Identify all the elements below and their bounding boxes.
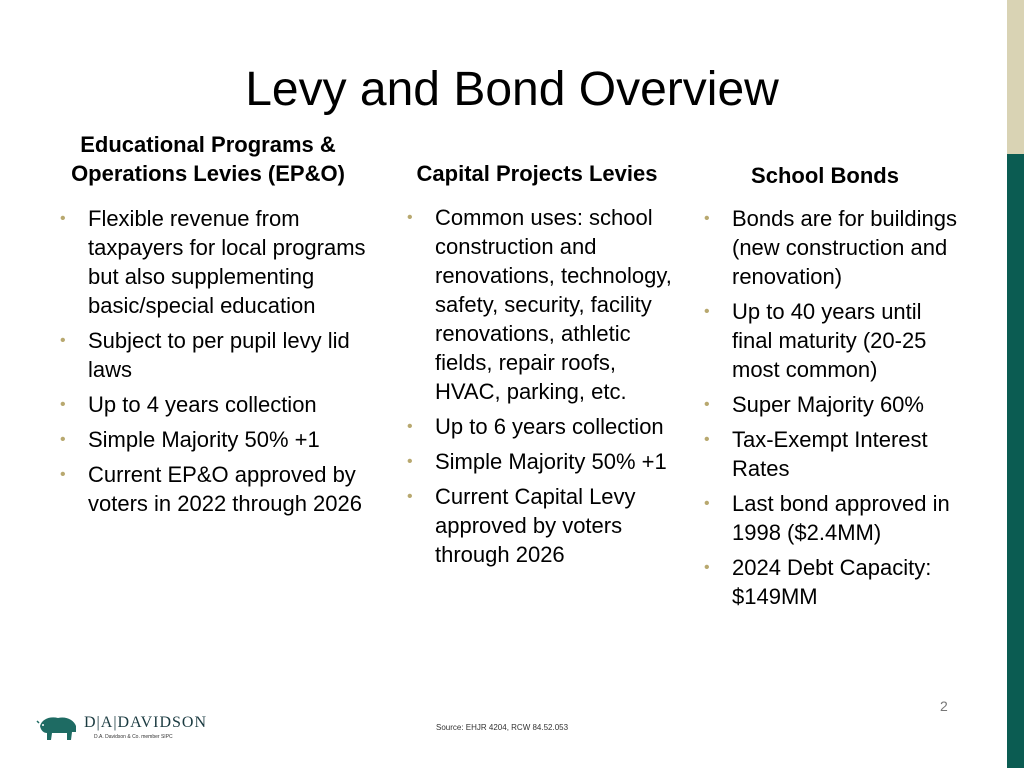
bullet-icon: • [60, 396, 66, 413]
list-item-text: Up to 4 years collection [88, 392, 317, 417]
column-heading-epo [40, 130, 376, 188]
list-item [405, 203, 675, 406]
list-item [58, 390, 378, 419]
list-item [58, 425, 378, 454]
column-bonds [702, 204, 964, 617]
list-item [702, 390, 964, 419]
list-item-text: 2024 Debt Capacity: $149MM [732, 555, 932, 609]
bullet-icon: • [704, 303, 710, 320]
list-item-text: Up to 6 years collection [435, 414, 664, 439]
bullet-icon: • [704, 495, 710, 512]
logo-subtitle: D.A. Davidson & Co. member SIPC [94, 734, 173, 740]
list-item [405, 482, 675, 569]
list-item [702, 425, 964, 483]
page-number: 2 [940, 698, 948, 714]
column-capital [405, 203, 675, 575]
list-item-text: Bonds are for buildings (new construction and renovation) [732, 206, 958, 289]
list-item-text: Super Majority 60% [732, 392, 924, 417]
list-item-text: Simple Majority 50% +1 [88, 427, 320, 452]
list-item [702, 204, 964, 291]
logo-wordmark: D|A|DAVIDSON [84, 714, 208, 731]
bullet-list-capital [405, 203, 675, 569]
column-heading-capital [390, 159, 684, 188]
list-item-text: Up to 40 years until final maturity (20-25 most common) [732, 299, 927, 382]
bison-icon [36, 712, 80, 744]
bullet-icon: • [704, 396, 710, 413]
bullet-icon: • [60, 431, 66, 448]
column-heading-capital-line1: Capital Projects Levies [416, 161, 658, 186]
list-item-text: Current EP&O approved by voters in 2022 through 2026 [88, 462, 362, 516]
list-item [405, 447, 675, 476]
list-item [702, 553, 964, 611]
bullet-list-epo [58, 204, 378, 518]
column-heading-epo-line1: Educational Programs & [80, 132, 336, 157]
bullet-icon: • [704, 559, 710, 576]
list-item-text: Common uses: school construction and renovations, technology, safety, security, facility renovations, athletic fields, repair roofs, HVAC, parking, etc. [435, 205, 672, 404]
slide-title: Levy and Bond Overview [245, 63, 779, 116]
list-item [405, 412, 675, 441]
list-item-text: Current Capital Levy approved by voters through 2026 [435, 484, 636, 567]
list-item-text: Simple Majority 50% +1 [435, 449, 667, 474]
list-item [58, 460, 378, 518]
list-item [702, 489, 964, 547]
source-note: Source: EHJR 4204, RCW 84.52.053 [436, 723, 569, 732]
bullet-icon: • [407, 453, 413, 470]
list-item [702, 297, 964, 384]
list-item [58, 204, 378, 320]
bullet-icon: • [704, 431, 710, 448]
bullet-icon: • [407, 209, 413, 226]
side-accent-teal [1007, 154, 1024, 768]
column-epo [58, 204, 378, 524]
list-item-text: Tax-Exempt Interest Rates [732, 427, 928, 481]
list-item-text: Last bond approved in 1998 ($2.4MM) [732, 491, 950, 545]
column-heading-bonds-line1: School Bonds [751, 163, 899, 188]
bullet-list-bonds [702, 204, 964, 611]
bullet-icon: • [407, 418, 413, 435]
bullet-icon: • [704, 210, 710, 227]
list-item-text: Flexible revenue from taxpayers for local programs but also supplementing basic/special education [88, 206, 366, 318]
bullet-icon: • [60, 210, 66, 227]
bullet-icon: • [407, 488, 413, 505]
list-item [58, 326, 378, 384]
column-heading-epo-line2: Operations Levies (EP&O) [71, 161, 345, 186]
bullet-icon: • [60, 466, 66, 483]
list-item-text: Subject to per pupil levy lid laws [88, 328, 350, 382]
bullet-icon: • [60, 332, 66, 349]
davidson-logo [36, 712, 226, 746]
column-heading-bonds [720, 161, 930, 190]
